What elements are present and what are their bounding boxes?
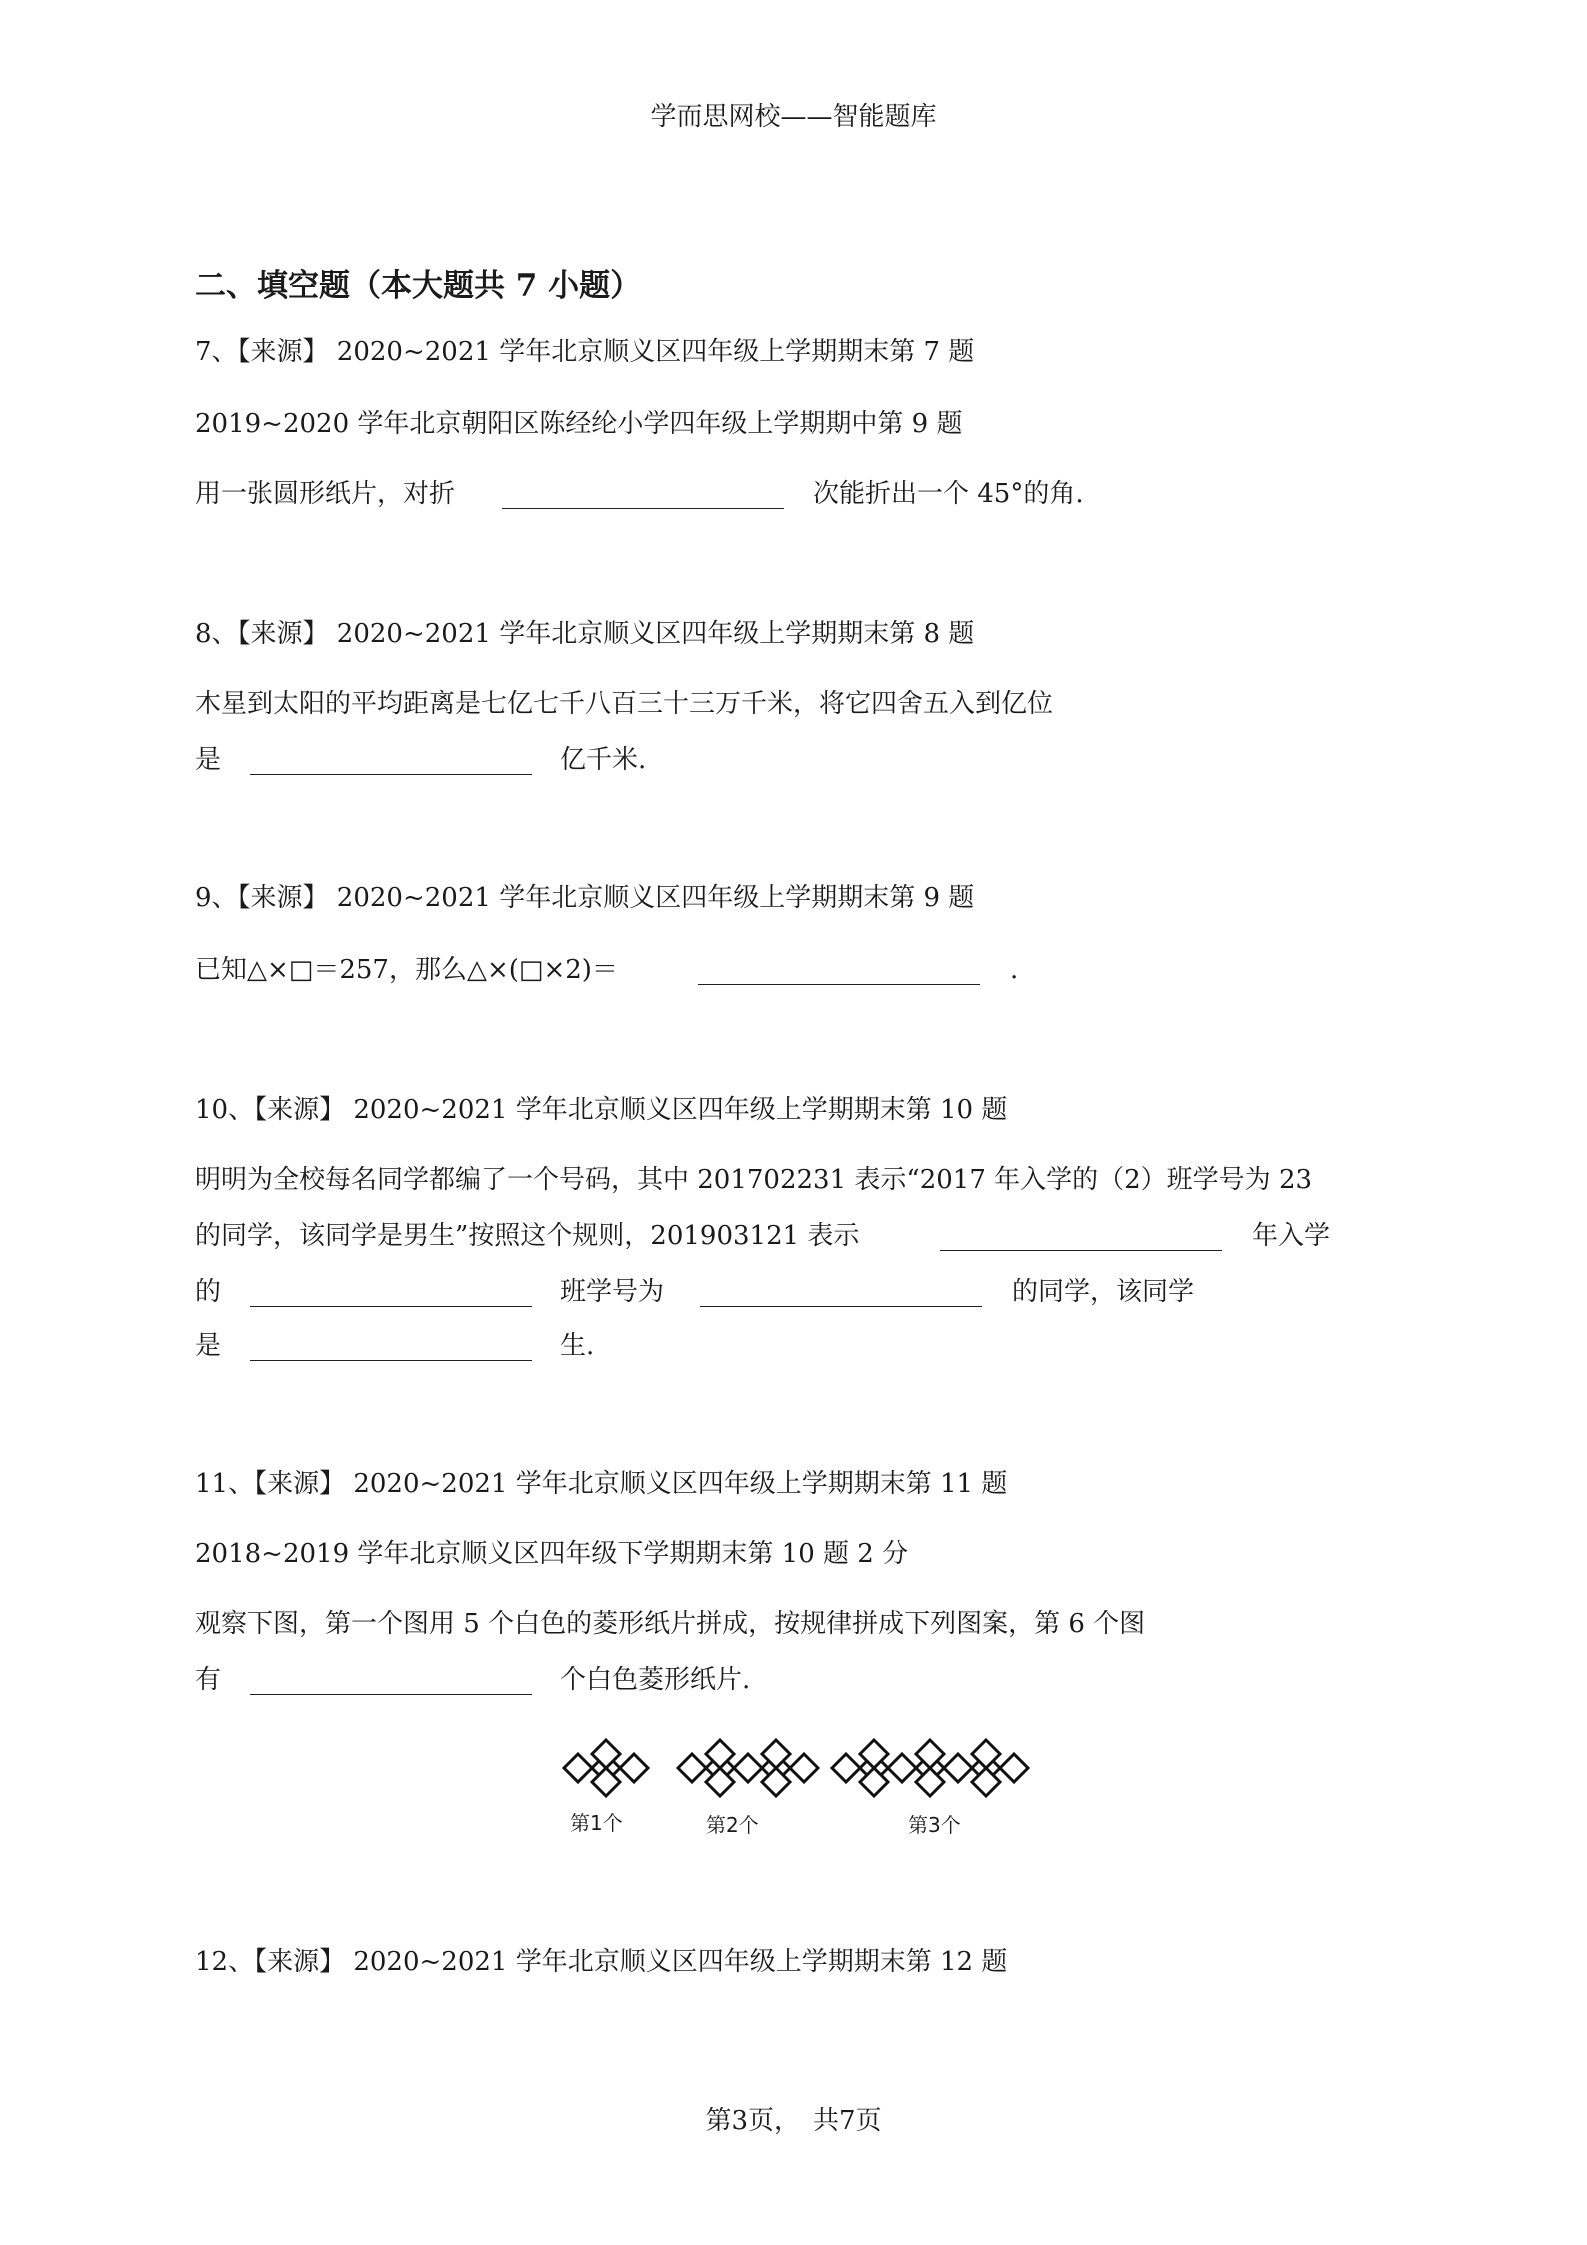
figure-1-rhombuses [564, 1740, 648, 1796]
q9-text-b: . [1010, 955, 1019, 985]
q10-line1: 明明为全校每名同学都编了一个号码，其中 201702231 表示“2017 年入学的（2）班学号为 23 [195, 1165, 1313, 1195]
q9-answer-blank[interactable] [698, 984, 980, 985]
q7-text-b: 次能折出一个 45°的角. [813, 479, 1084, 509]
page-footer: 第3页， 共7页 [705, 2106, 882, 2136]
q8-source: 8、【来源】 2020~2021 学年北京顺义区四年级上学期期末第 8 题 [195, 619, 975, 649]
q9-source: 9、【来源】 2020~2021 学年北京顺义区四年级上学期期末第 9 题 [195, 883, 975, 913]
q7-source: 7、【来源】 2020~2021 学年北京顺义区四年级上学期期末第 7 题 [195, 337, 975, 367]
q10-class-blank[interactable] [250, 1306, 532, 1307]
q10-source: 10、【来源】 2020~2021 学年北京顺义区四年级上学期期末第 10 题 [195, 1095, 1008, 1125]
rhombus [620, 1754, 648, 1782]
q8-line1: 木星到太阳的平均距离是七亿七千八百三十三万千米，将它四舍五入到亿位 [195, 689, 1054, 719]
q11-text-a: 有 [195, 1665, 222, 1695]
q11-answer-blank[interactable] [250, 1694, 532, 1695]
rhombus [888, 1754, 916, 1782]
q8-text-b: 亿千米. [560, 745, 647, 775]
q11-source-2: 2018~2019 学年北京顺义区四年级下学期期末第 10 题 2 分 [195, 1539, 909, 1569]
q12-source: 12、【来源】 2020~2021 学年北京顺义区四年级上学期期末第 12 题 [195, 1947, 1008, 1977]
q10-line4-a: 是 [195, 1331, 222, 1361]
rhombus [1000, 1754, 1028, 1782]
page-header: 学而思网校——智能题库 [650, 102, 937, 132]
rhombus-pattern-figure [550, 1736, 1070, 1816]
q10-year-blank[interactable] [940, 1250, 1222, 1251]
rhombus [944, 1754, 972, 1782]
q8-text-a: 是 [195, 745, 222, 775]
rhombus [832, 1754, 860, 1782]
q10-gender-blank[interactable] [250, 1360, 532, 1361]
q10-line3-b: 班学号为 [560, 1277, 665, 1307]
q10-line2-b: 年入学 [1252, 1221, 1331, 1251]
q11-text-b: 个白色菱形纸片. [560, 1665, 751, 1695]
q8-answer-blank[interactable] [250, 774, 532, 775]
rhombus [734, 1754, 762, 1782]
q10-line3-a: 的 [195, 1277, 222, 1307]
q7-source-2: 2019~2020 学年北京朝阳区陈经纶小学四年级上学期期中第 9 题 [195, 409, 963, 439]
q7-answer-blank[interactable] [502, 508, 784, 509]
rhombus [790, 1754, 818, 1782]
figure-label-3: 第3个 [908, 1813, 961, 1837]
figure-2-rhombuses [678, 1740, 818, 1796]
q9-text-a: 已知△×□＝257，那么△×(□×2)＝ [195, 955, 618, 985]
q7-text-a: 用一张圆形纸片，对折 [195, 479, 456, 509]
rhombus [678, 1754, 706, 1782]
q11-line1: 观察下图，第一个图用 5 个白色的菱形纸片拼成，按规律拼成下列图案，第 6 个图 [195, 1609, 1146, 1639]
q10-number-blank[interactable] [700, 1306, 982, 1307]
figure-label-1: 第1个 [570, 1811, 623, 1835]
q10-line4-b: 生. [560, 1331, 595, 1361]
section-title: 二、填空题（本大题共 7 小题） [195, 268, 642, 304]
rhombus [564, 1754, 592, 1782]
figure-3-rhombuses [832, 1740, 1028, 1796]
q11-source: 11、【来源】 2020~2021 学年北京顺义区四年级上学期期末第 11 题 [195, 1469, 1008, 1499]
q10-line2-a: 的同学，该同学是男生”按照这个规则，201903121 表示 [195, 1221, 860, 1251]
figure-label-2: 第2个 [706, 1813, 759, 1837]
q10-line3-c: 的同学，该同学 [1012, 1277, 1195, 1307]
